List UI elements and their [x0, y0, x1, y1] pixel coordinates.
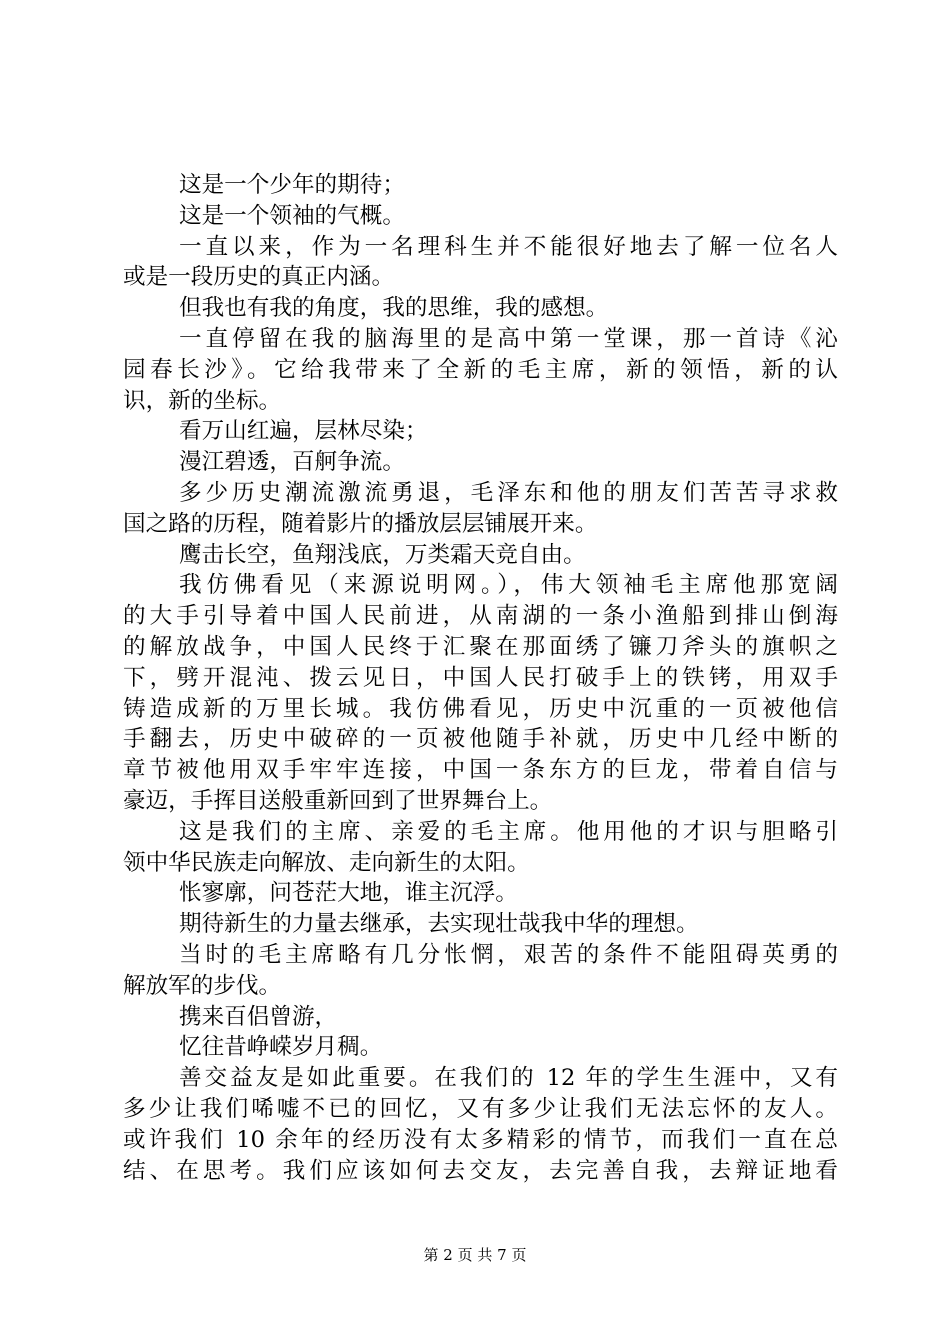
text-line: 下，劈开混沌、拨云见日，中国人民打破手上的铁铐，用双手: [123, 664, 838, 691]
text-line: 结、在思考。我们应该如何去交友，去完善自我，去辩证地看: [123, 1157, 838, 1184]
text-line: 当时的毛主席略有几分怅惘，艰苦的条件不能阻碍英勇的: [179, 941, 838, 968]
text-line: 手翻去，历史中破碎的一页被他随手补就，历史中几经中断的: [123, 726, 838, 753]
text-line: 怅寥廓，问苍茫大地，谁主沉浮。: [179, 880, 518, 907]
page-footer: 第 2 页 共 7 页: [423, 1246, 527, 1264]
text-line: 豪迈，手挥目送般重新回到了世界舞台上。: [123, 787, 553, 814]
text-line: 携来百侣曾游，: [179, 1003, 338, 1030]
text-line: 这是我们的主席、亲爱的毛主席。他用他的才识与胆略引: [179, 818, 838, 845]
text-line: 的解放战争，中国人民终于汇聚在那面绣了镰刀斧头的旗帜之: [123, 633, 838, 660]
text-line: 或是一段历史的真正内涵。: [123, 264, 395, 291]
text-line: 这是一个领袖的气概。: [179, 202, 405, 229]
text-line: 铸造成新的万里长城。我仿佛看见，历史中沉重的一页被他信: [123, 695, 838, 722]
text-line: 或许我们 10 余年的经历没有太多精彩的情节，而我们一直在总: [123, 1126, 838, 1153]
text-line: 园春长沙》。它给我带来了全新的毛主席，新的领悟，新的认: [123, 356, 838, 383]
text-line: 领中华民族走向解放、走向新生的太阳。: [123, 849, 530, 876]
document-body: [123, 170, 838, 1186]
text-line: 国之路的历程，随着影片的播放层层铺展开来。: [123, 510, 598, 537]
text-line: 这是一个少年的期待；: [179, 172, 405, 198]
text-line: 忆往昔峥嵘岁月稠。: [179, 1034, 383, 1061]
text-line: 多少历史潮流激流勇退，毛泽东和他的朋友们苦苦寻求救: [179, 479, 838, 506]
text-line: 漫江碧透，百舸争流。: [179, 449, 405, 476]
text-line: 识，新的坐标。: [123, 387, 282, 414]
text-line: 鹰击长空，鱼翔浅底，万类霜天竞自由。: [179, 541, 586, 568]
text-line: 多少让我们唏嘘不已的回忆，又有多少让我们无法忘怀的友人。: [123, 1095, 838, 1122]
text-line: 一直以来，作为一名理科生并不能很好地去了解一位名人: [179, 233, 838, 260]
text-line: 的大手引导着中国人民前进，从南湖的一条小渔船到排山倒海: [123, 603, 838, 630]
text-line: 但我也有我的角度，我的思维，我的感想。: [179, 295, 609, 322]
text-line: 一直停留在我的脑海里的是高中第一堂课，那一首诗《沁: [179, 325, 838, 352]
text-line: 章节被他用双手牢牢连接，中国一条东方的巨龙，带着自信与: [123, 757, 838, 784]
text-line: 看万山红遍，层林尽染；: [179, 418, 428, 445]
text-line: 善交益友是如此重要。在我们的 12 年的学生生涯中，又有: [179, 1065, 838, 1092]
text-line: 解放军的步伐。: [123, 972, 282, 999]
text-line: 期待新生的力量去继承，去实现壮哉我中华的理想。: [179, 911, 699, 938]
text-line: 我仿佛看见（来源说明网。），伟大领袖毛主席他那宽阔: [179, 572, 838, 599]
